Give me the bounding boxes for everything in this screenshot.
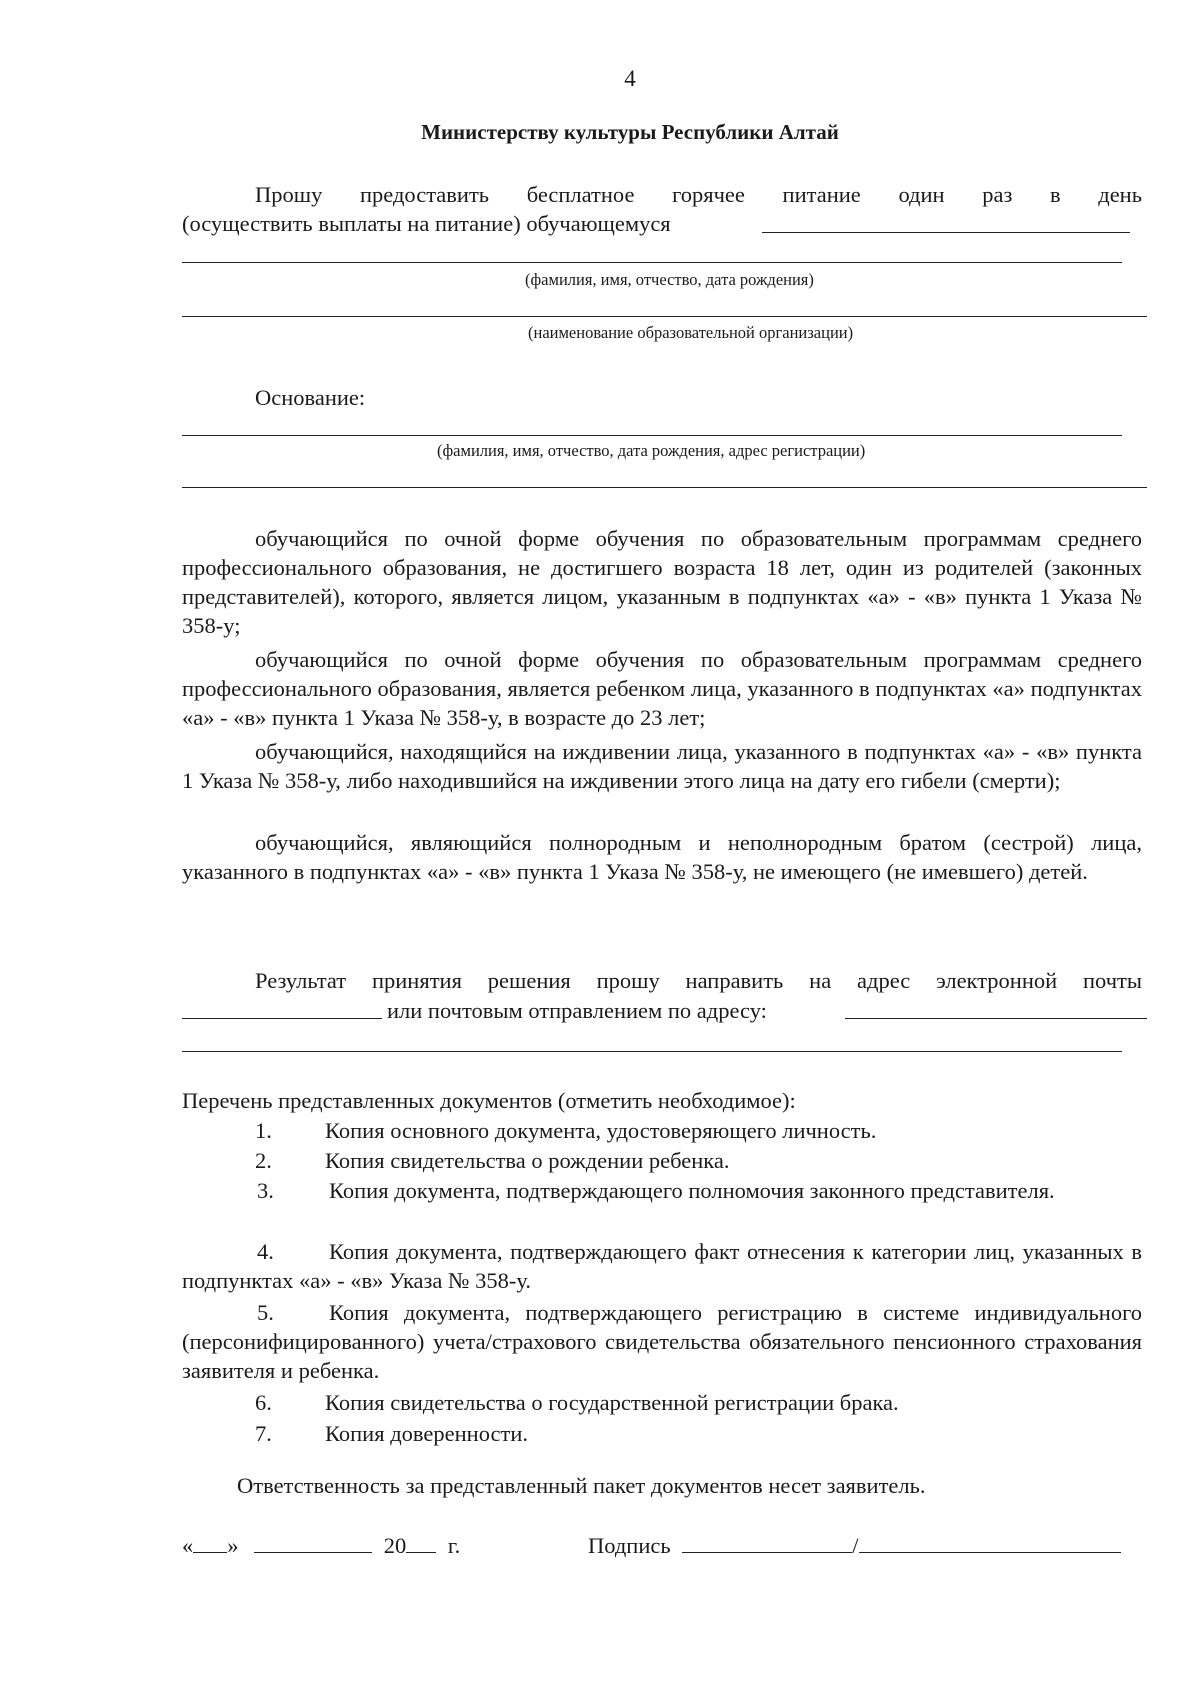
document-item-number: 4. bbox=[257, 1239, 274, 1264]
request-line-2: (осуществить выплаты на питание) обучающемуся bbox=[182, 211, 671, 236]
signature-field bbox=[588, 1530, 1121, 1560]
basis-label: Основание: bbox=[255, 385, 366, 410]
organization-caption: (наименование образовательной организации) bbox=[528, 323, 854, 342]
document-item-number: 1. bbox=[255, 1118, 272, 1143]
request-word: день bbox=[1098, 182, 1142, 207]
responsibility-statement: Ответственность за представленный пакет документов несет заявитель. bbox=[237, 1473, 926, 1498]
signature-name-input[interactable] bbox=[859, 1530, 1121, 1553]
request-word: один bbox=[898, 182, 945, 207]
postal-address-line[interactable] bbox=[182, 1051, 1122, 1052]
year-prefix: 20 bbox=[383, 1533, 407, 1558]
student-name-field[interactable] bbox=[762, 232, 1130, 233]
request-line-1 bbox=[182, 180, 1142, 209]
ground-paragraph: обучающийся по очной форме обучения по образовательным программам среднего профессионального образования, является ребенком лица, указанного в подпунктах «а» подпунктах «а» - «в» пункта 1 Указа № 358-у, в возрасте до 23 лет; bbox=[182, 647, 1142, 730]
month-field[interactable] bbox=[254, 1530, 372, 1553]
document-item-number: 7. bbox=[255, 1421, 272, 1446]
document-item-text: Копия документа, подтверждающего полномочия законного представителя. bbox=[329, 1178, 1055, 1203]
document-item-number: 6. bbox=[255, 1390, 272, 1415]
request-word: Прошу bbox=[255, 182, 323, 207]
signature-label: Подпись bbox=[588, 1533, 671, 1558]
ground-paragraph: обучающийся, находящийся на иждивении лица, указанного в подпунктах «а» - «в» пункта 1 Указа № 358-у, либо находившийся на иждивении этого лица на дату его гибели (смерти); bbox=[182, 739, 1142, 793]
request-word: горячее bbox=[672, 182, 745, 207]
request-word: питание bbox=[782, 182, 861, 207]
document-item-text: Копия документа, подтверждающего регистрацию в системе индивидуального (персонифицированного) учета/страхового свидетельства обязательного пенсионного страхования заявителя и ребенка. bbox=[182, 1300, 1142, 1383]
document-item-text: Копия документа, подтверждающего факт отнесения к категории лиц, указанных в подпунктах «а» - «в» Указа № 358-у. bbox=[182, 1239, 1142, 1293]
document-item-number: 3. bbox=[257, 1178, 274, 1203]
request-word: предоставить bbox=[359, 182, 490, 207]
document-item-number: 5. bbox=[257, 1300, 274, 1325]
year-field[interactable] bbox=[406, 1530, 436, 1553]
postal-address-field[interactable] bbox=[845, 1018, 1147, 1019]
request-word: в bbox=[1049, 182, 1061, 207]
request-word: бесплатное bbox=[526, 182, 635, 207]
student-name-line[interactable] bbox=[182, 262, 1122, 263]
result-line-2: или почтовым отправлением по адресу: bbox=[387, 998, 767, 1023]
document-item-text: Копия свидетельства о государственной регистрации брака. bbox=[325, 1390, 899, 1415]
addressee-heading: Министерству культуры Республики Алтай bbox=[421, 120, 839, 144]
email-field[interactable] bbox=[182, 1018, 382, 1019]
quote-close: » bbox=[227, 1533, 239, 1558]
signature-separator: / bbox=[852, 1533, 859, 1558]
signature-input[interactable] bbox=[682, 1530, 852, 1553]
organization-line[interactable] bbox=[182, 316, 1147, 317]
document-item-text: Копия доверенности. bbox=[325, 1421, 528, 1446]
document-item-number: 2. bbox=[255, 1148, 272, 1173]
quote-open: « bbox=[182, 1533, 194, 1558]
document-item-text: Копия свидетельства о рождении ребенка. bbox=[325, 1148, 730, 1173]
documents-intro: Перечень представленных документов (отметить необходимое): bbox=[182, 1088, 796, 1113]
year-suffix: г. bbox=[447, 1533, 461, 1558]
student-caption: (фамилия, имя, отчество, дата рождения) bbox=[525, 270, 814, 289]
page-number: 4 bbox=[624, 66, 636, 91]
document-item bbox=[182, 1237, 1142, 1295]
document-item bbox=[182, 1176, 1142, 1205]
day-field[interactable] bbox=[193, 1530, 227, 1553]
request-word: раз bbox=[982, 182, 1013, 207]
document-item bbox=[182, 1298, 1142, 1385]
result-line-1: Результат принятия решения прошу направить на адрес электронной почты bbox=[255, 968, 1142, 993]
date-field bbox=[182, 1530, 460, 1560]
basis-extra-line[interactable] bbox=[182, 487, 1147, 488]
ground-paragraph: обучающийся, являющийся полнородным и неполнородным братом (сестрой) лица, указанного в подпунктах «а» - «в» пункта 1 Указа № 358-у, не имеющего (не имевшего) детей. bbox=[182, 830, 1142, 884]
basis-person-caption: (фамилия, имя, отчество, дата рождения, адрес регистрации) bbox=[437, 441, 866, 460]
basis-person-line[interactable] bbox=[182, 435, 1122, 436]
ground-paragraph: обучающийся по очной форме обучения по образовательным программам среднего профессионального образования, не достигшего возраста 18 лет, один из родителей (законных представителей), которого, является лицом, указанным в подпунктах «а» - «в» пункта 1 Указа № 358-у; bbox=[182, 526, 1142, 638]
document-item-text: Копия основного документа, удостоверяющего личность. bbox=[325, 1118, 877, 1143]
